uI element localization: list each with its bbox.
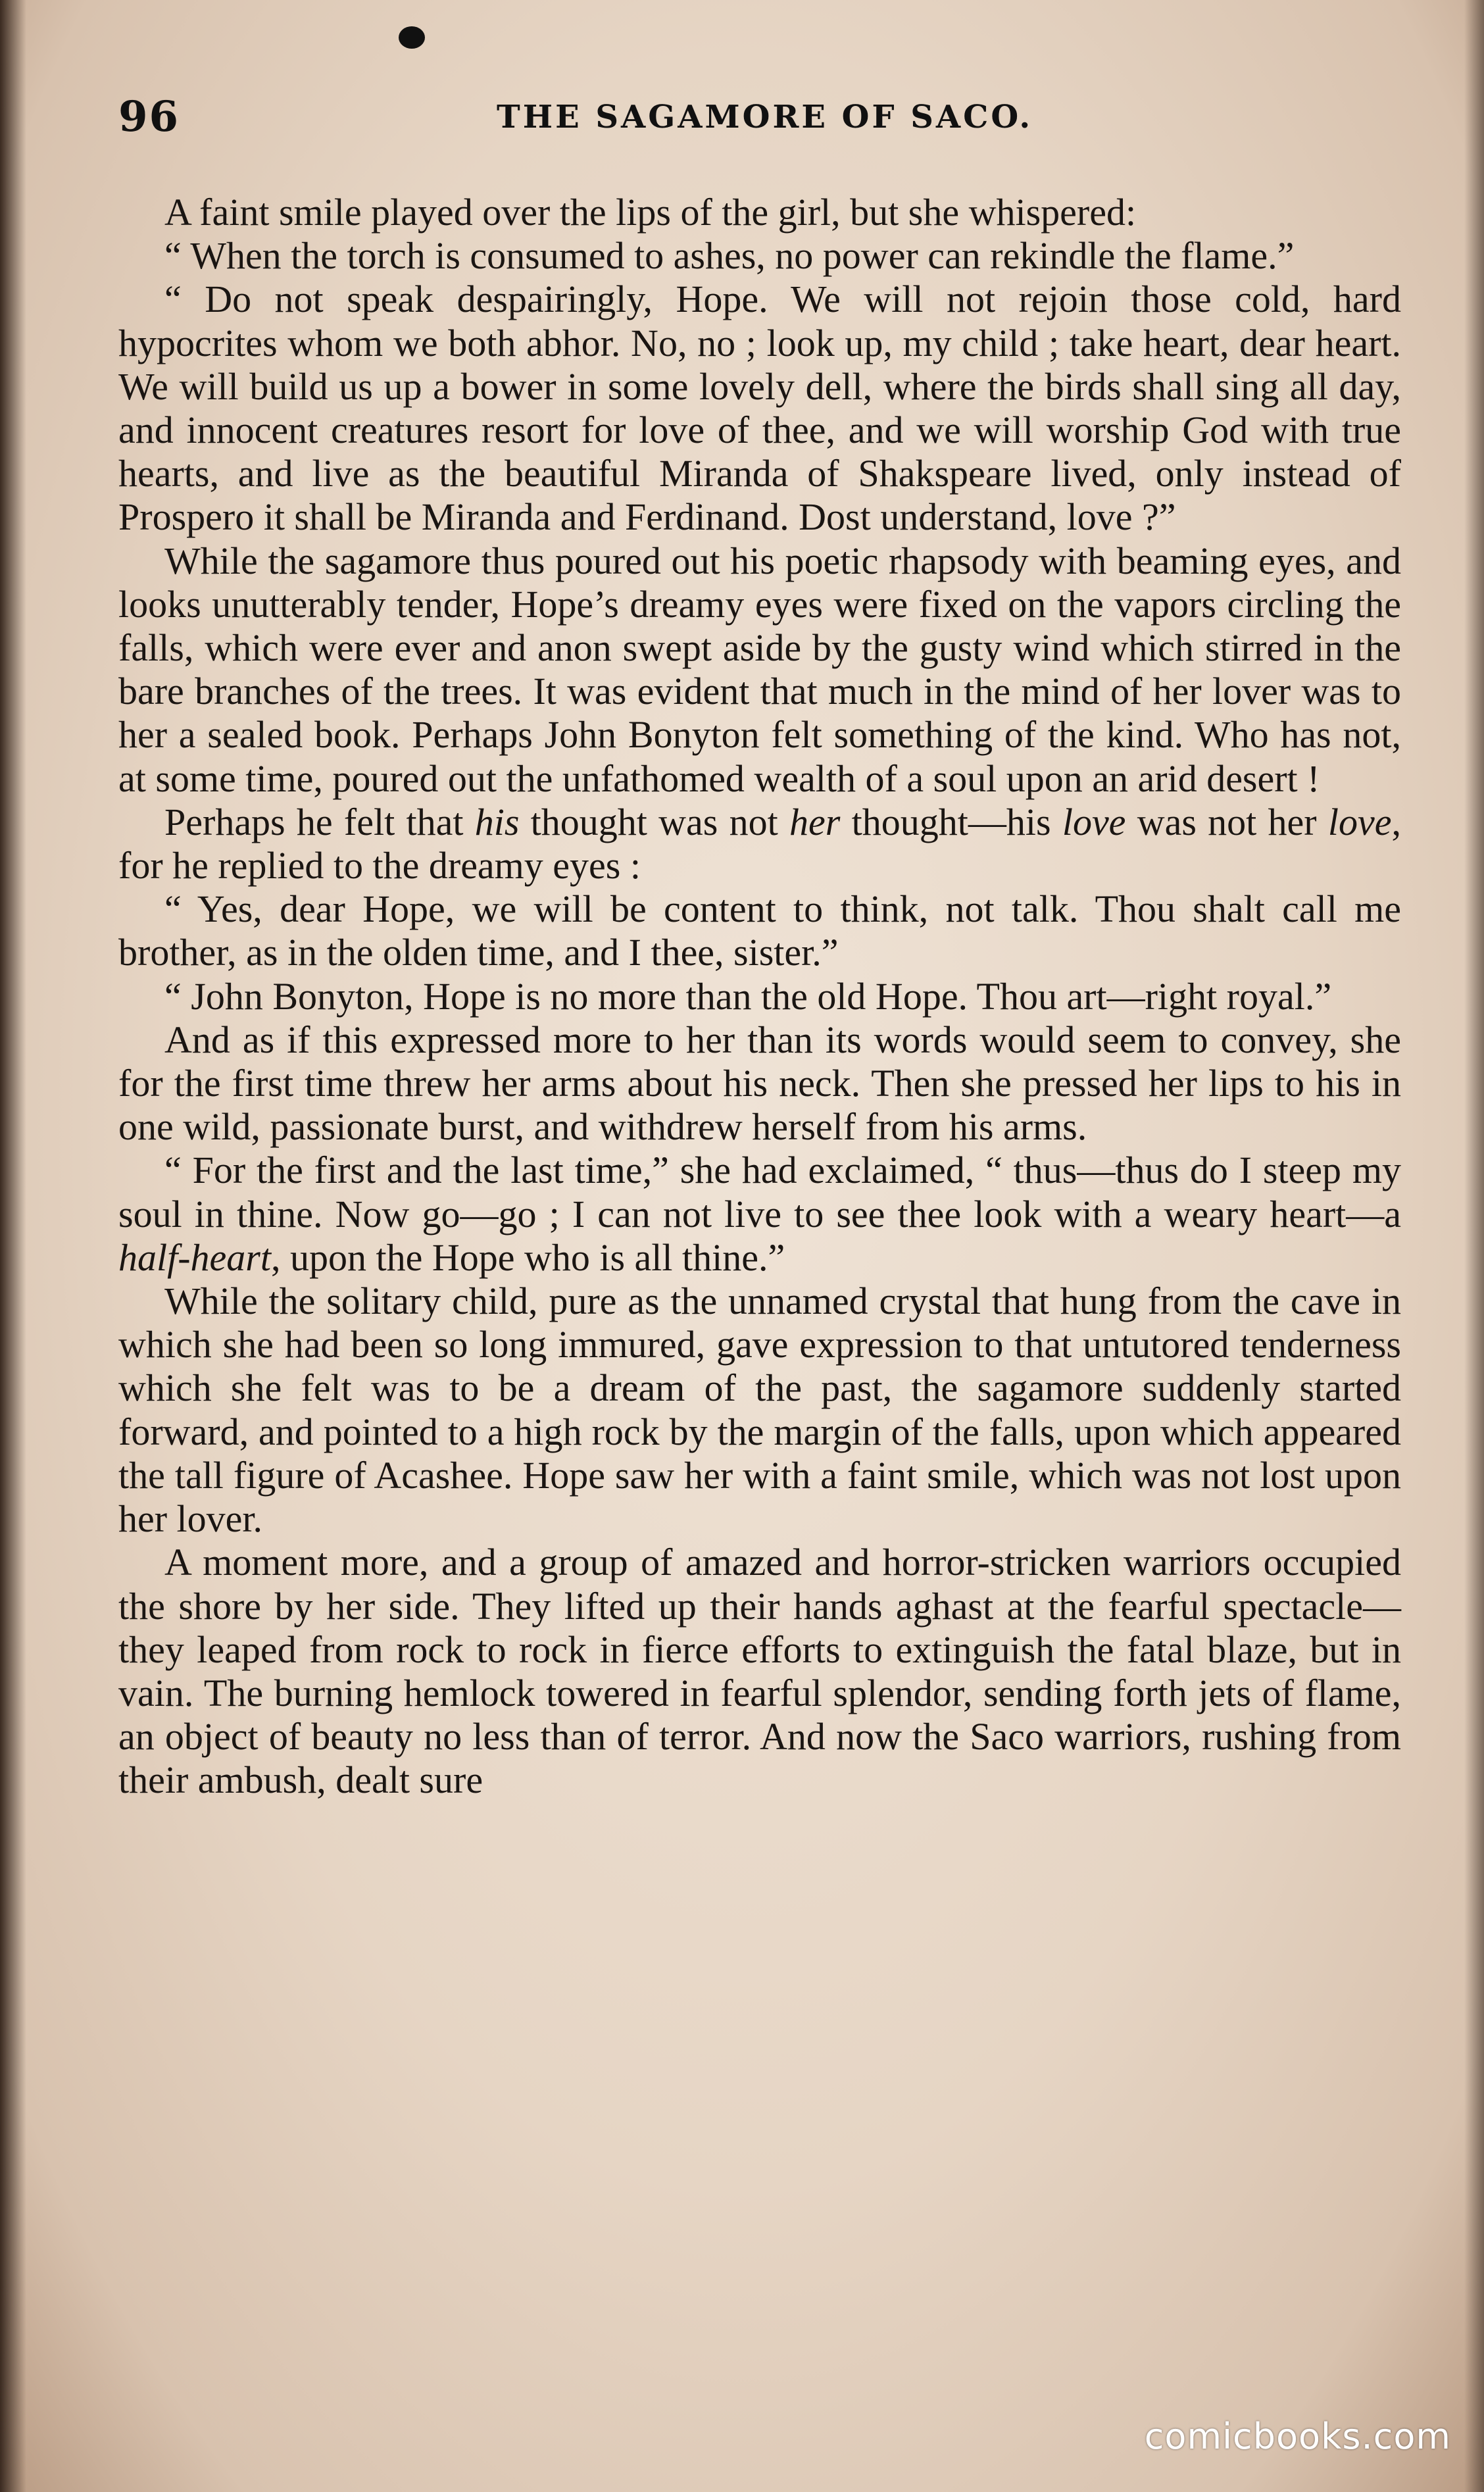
text-run: , upon the Hope who is all thine.” [270, 1235, 785, 1279]
paragraph [118, 1149, 1401, 1280]
text-run: “ John Bonyton, Hope is no more than the old Hope. Thou art—right royal.” [164, 974, 1332, 1018]
text-run: A faint smile played over the lips of the girl, but she whispered: [164, 191, 1137, 234]
italic-text: his [474, 800, 520, 843]
paragraph [118, 278, 1401, 539]
paragraph [118, 234, 1401, 278]
text-run: “ Yes, dear Hope, we will be content to think, not talk. Thou shalt call me brother, as in the olden time, and I thee, sister.” [118, 887, 1401, 974]
text-run: While the sagamore thus poured out his poetic rhapsody with beaming eyes, and looks unutterably tender, Hope’s dreamy eyes were fixed on the vapors circling the falls, which were ever and anon swept aside by the gusty wind which stirred in the bare branches of the trees. It was evident that much in the mind of her lover was to her a sealed book. Perhaps John Bonyton felt something of the kind. Who has not, at some time, poured out the unfathomed wealth of a soul upon an arid desert ! [118, 539, 1401, 800]
italic-text: love [1327, 800, 1392, 843]
italic-text: love [1062, 800, 1126, 843]
text-run: , for he replied to the dreamy eyes : [118, 800, 1401, 887]
watermark: comicbooks.com [1144, 2416, 1451, 2457]
paragraph [118, 1280, 1401, 1541]
page-edge-shadow-right [1464, 0, 1484, 2492]
paragraph [118, 887, 1401, 974]
text-run: A moment more, and a group of amazed and horror-stricken warriors occupied the shore by her side. They lifted up their hands aghast at the fearful spectacle—they leaped from rock to rock in fierce efforts to extinguish the fatal blaze, but in vain. The burning hemlock towered in fearful splendor, sending forth jets of flame, an object of beauty no less than of terror. And now the Saco warriors, rushing from their ambush, dealt sure [118, 1541, 1401, 1802]
page-edge-shadow [0, 0, 26, 2492]
text-run: thought—his [840, 800, 1062, 843]
running-title: THE SAGAMORE OF SACO. [497, 99, 1033, 136]
text-run: “ For the first and the last time,” she had exclaimed, “ thus—thus do I steep my soul in thine. Now go—go ; I can not live to see thee look with a weary heart—a [118, 1149, 1401, 1235]
italic-text: her [789, 800, 841, 843]
paragraph [118, 539, 1401, 801]
text-run: While the solitary child, pure as the unnamed crystal that hung from the cave in which she had been so long immured, gave expression to that untutored tenderness which she felt was to be a dream of the past, the sagamore suddenly started forward, and pointed to a high rock by the margin of the falls, upon which appeared the tall figure of Acashee. Hope saw her with a faint smile, which was not lost upon her lover. [118, 1280, 1401, 1541]
ink-blot [399, 26, 425, 49]
paragraph [118, 191, 1401, 234]
paragraph [118, 975, 1401, 1018]
page-number: 96 [118, 92, 180, 141]
text-run: Perhaps he felt that [164, 800, 475, 843]
text-run: “ Do not speak despairingly, Hope. We will not rejoin those cold, hard hypocrites whom we both abhor. No, no ; look up, my child ; take heart, dear heart. We will build us up a bower in some lovely dell, where the birds shall sing all day, and innocent creatures resort for love of thee, and we will worship God with true hearts, and live as the beautiful Miranda of Shakspeare lived, only instead of Prospero it shall be Miranda and Ferdinand. Dost understand, love ?” [118, 278, 1401, 539]
paragraph [118, 1018, 1401, 1149]
paragraph [118, 801, 1401, 887]
body-text [118, 191, 1401, 1803]
paragraph [118, 1541, 1401, 1802]
text-run: thought was not [519, 800, 790, 843]
text-run: was not her [1125, 800, 1328, 843]
text-run: “ When the torch is consumed to ashes, no power can rekindle the flame.” [164, 234, 1295, 278]
page-header [118, 92, 1401, 141]
text-run: And as if this expressed more to her than its words would seem to convey, she for the first time threw her arms about his neck. Then she pressed her lips to his in one wild, passionate burst, and withdrew herself from his arms. [118, 1018, 1401, 1149]
italic-text: half-heart [118, 1235, 271, 1279]
